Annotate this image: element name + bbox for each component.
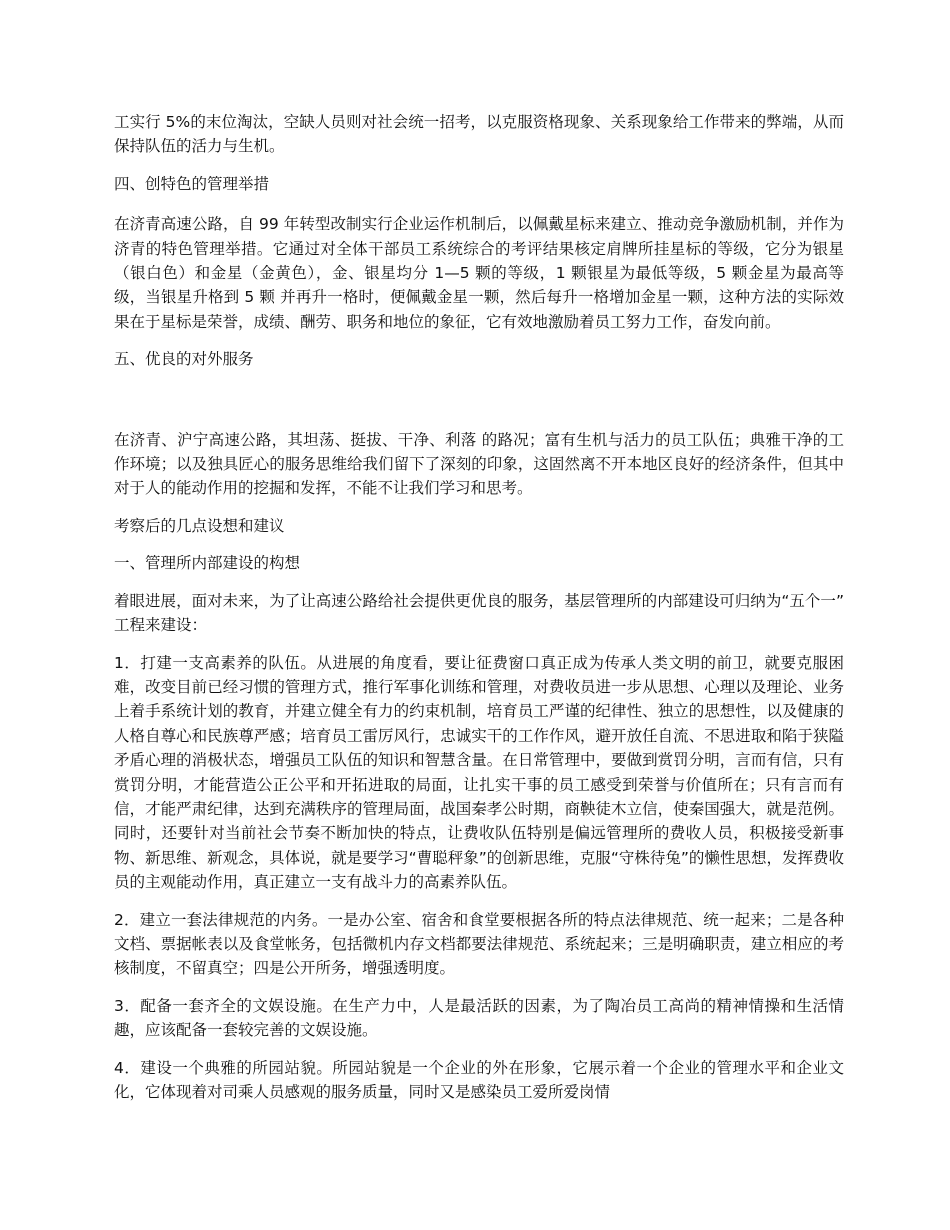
paragraph-intro: 工实行 5%的末位淘汰，空缺人员则对社会统一招考，以克服资格现象、关系现象给工作带来的弊端，从而保持队伍的活力与生机。	[114, 113, 844, 156]
paragraph-item-3: 3．配备一套齐全的文娱设施。在生产力中，人是最活跃的因素，为了陶冶员工高尚的精神情操和生活情趣，应该配备一套较完善的文娱设施。	[114, 996, 844, 1040]
paragraph-external-service: 在济青、沪宁高速公路，其坦荡、挺拔、干净、利落 的路况；富有生机与活力的员工队伍；典雅干净的工作环境；以及独具匠心的服务思维给我们留下了深刻的印象，这固然离不开本地区良好的经济条件，但其中对于人的能动作用的挖掘和发挥，不能不让我们学习和思考。	[114, 430, 844, 498]
section-heading-4: 四、创特色的管理举措	[114, 174, 270, 193]
paragraph-item-2: 2．建立一套法律规范的内务。一是办公室、宿舍和食堂要根据各所的特点法律规范、统一起来；二是各种文档、票据帐表以及食堂帐务，包括微机内存文档都要法律规范、系统起来；三是明确职责，建立相应的考核制度，不留真空；四是公开所务，增强透明度。	[114, 910, 844, 978]
section-heading-1: 一、管理所内部建设的构想	[114, 554, 301, 573]
section-heading-suggestions: 考察后的几点设想和建议	[114, 516, 285, 535]
paragraph-item-1: 1．打建一支高素养的队伍。从进展的角度看，要让征费窗口真正成为传承人类文明的前卫，就要克服困难，改变目前已经习惯的管理方式，推行军事化训练和管理，对费收员进一步从思想、心理以及理论、业务上着手系统计划的教育，并建立健全有力的约束机制，培育员工严谨的纪律性、独立的思想性，以及健康的人格自尊心和民族尊严感；培育员工雷厉风行，忠诚实干的工作作风，避开放任自流、不思进取和陷于狭隘矛盾心理的消极状态，增强员工队伍的知识和智慧含量。在日常管理中，要做到赏罚分明，言而有信，只有赏罚分明，才能营造公正公平和开拓进取的局面，让扎实干事的员工感受到荣誉与价值所在；只有言而有信，才能严肃纪律，达到充满秩序的管理局面，战国秦孝公时期，商鞅徒木立信，使秦国强大，就是范例。同时，还要针对当前社会节奏不断加快的特点，让费收队伍特别是偏远管理所的费收人员，积极接受新事物、新思维、新观念，具体说，就是要学习“曹聪秤象”的创新思维，克服“守株待兔”的懒性思想，发挥费收员的主观能动作用，真正建立一支有战斗力的高素养队伍。	[114, 653, 844, 892]
paragraph-star-system: 在济青高速公路，自 99 年转型改制实行企业运作机制后，以佩戴星标来建立、推动竞争激励机制，并作为济青的特色管理举措。它通过对全体干部员工系统综合的考评结果核定肩牌所挂星标的等级，它分为银星（银白色）和金星（金黄色），金、银星均分 1—5 颗的等级，1 颗银星为最低等级，5 颗金星为最高等级，当银星升格到 5 颗 并再升一格时，便佩戴金星一颗，然后每升一格增加金星一颗，这种方法的实际效果在于星标是荣誉，成绩、酬劳、职务和地位的象征，它有效地激励着员工努力工作，奋发向前。	[114, 215, 844, 331]
paragraph-five-ones: 着眼进展，面对未来，为了让高速公路给社会提供更优良的服务，基层管理所的内部建设可归纳为“五个一” 工程来建设：	[114, 591, 844, 635]
document-body	[114, 110, 844, 1104]
section-heading-5: 五、优良的对外服务	[114, 350, 254, 369]
paragraph-item-4: 4．建设一个典雅的所园站貌。所园站貌是一个企业的外在形象，它展示着一个企业的管理水平和企业文化，它体现着对司乘人员感观的服务质量，同时又是感染员工爱所爱岗情	[114, 1058, 844, 1101]
